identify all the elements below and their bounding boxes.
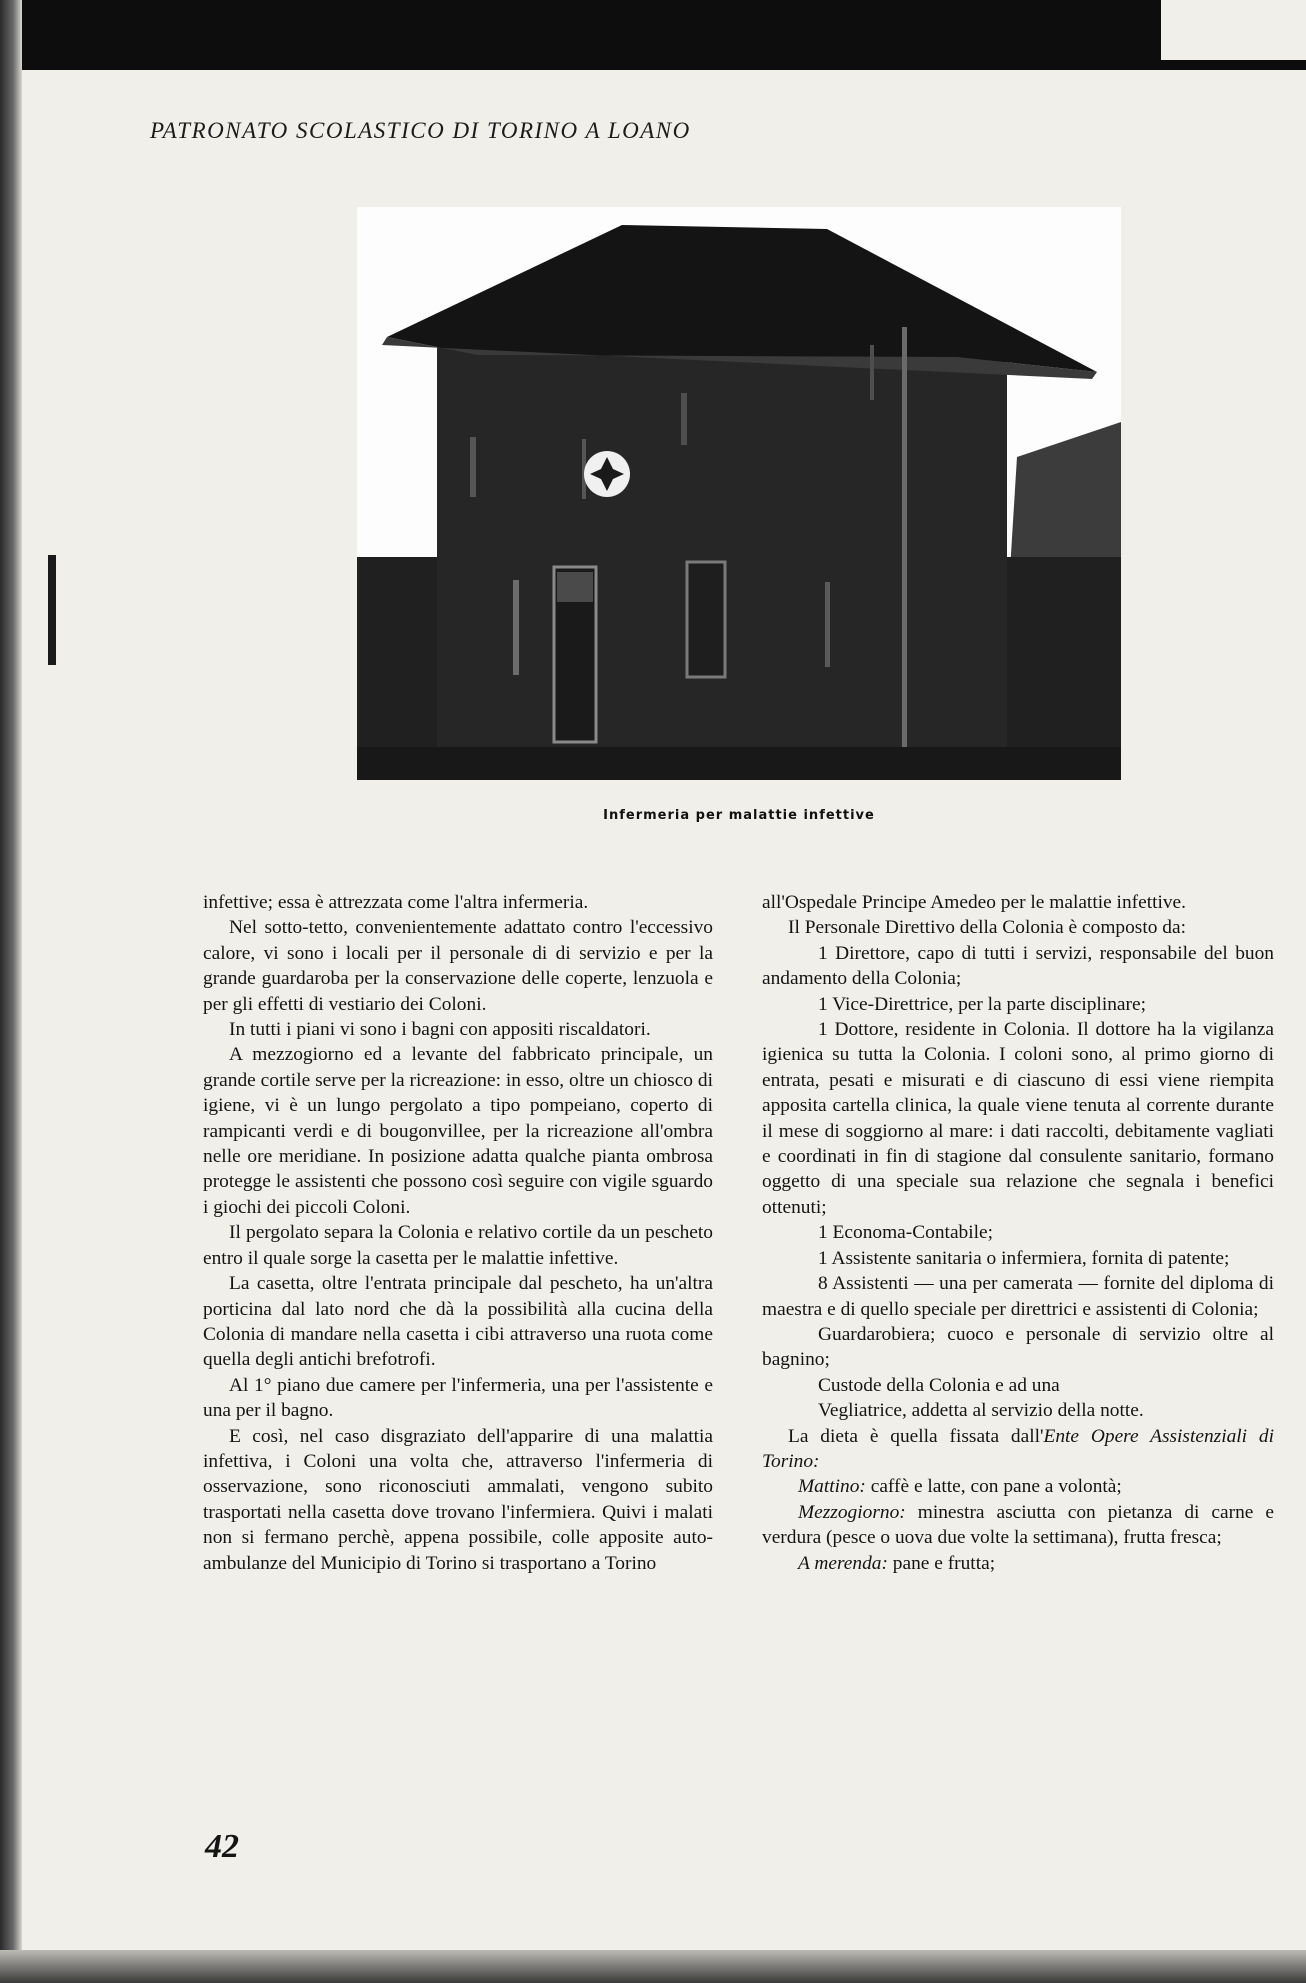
staff-item: 1 Economa-Contabile; [818, 1222, 994, 1244]
paragraph: infettive; essa è attrezzata come l'altra infermeria. [203, 892, 589, 913]
paragraph: E così, nel caso disgraziato dell'apparire di una malattia infettiva, i Coloni una volta che, attraverso l'infermeria di osservazione, sono riconosciuti ammalati, vengono subito trasportati nella casetta dove trovano l'infermiera. Quivi i malati non si fermano perchè, appena possibile, colle apposite auto-ambulanze del Municipio di Torino si trasportano a Torino [203, 1425, 713, 1574]
scan-top-notch [1161, 0, 1306, 60]
diet-intro-text: La dieta è quella fissata dall' [788, 1425, 1044, 1447]
paragraph: all'Ospedale Principe Amedeo per le malattie infettive. [762, 892, 1187, 913]
running-head: PATRONATO SCOLASTICO DI TORINO A LOANO [150, 118, 691, 143]
meal-item [762, 1551, 1274, 1576]
staff-item: 1 Dottore, residente in Colonia. Il dottore ha la vigilanza igienica su tutta la Colonia. I coloni sono, al primo giorno di entrata, pesati e misurati e di ciascuno di essi viene riempita apposita cartella clinica, la quale viene tenuta al corrente durante il mese di soggiorno al mare: i dati raccolti, debitamente vagliati e coordinati in fin di stagione dal consulente sanitario, formano oggetto di una speciale sua relazione che segnala i benefici ottenuti; [762, 1019, 1274, 1218]
paragraph: Il pergolato separa la Colonia e relativo cortile da un pescheto entro il quale sorge la casetta per le malattie infettive. [203, 1222, 713, 1269]
paragraph: In tutti i piani vi sono i bagni con appositi riscaldatori. [229, 1019, 651, 1041]
staff-item: 8 Assistenti — una per camerata — fornite del diploma di maestra e di quello speciale per direttrici e assistenti di Colonia; [762, 1273, 1274, 1320]
meal-text: pane e frutta; [892, 1552, 996, 1574]
window [687, 562, 725, 677]
scan-binding-mark [48, 555, 56, 665]
meal-item [762, 1500, 1274, 1551]
right-column [762, 890, 1274, 1576]
page-number: 42 [205, 1828, 239, 1865]
infirmary-photo [357, 207, 1121, 780]
meal-text: caffè e latte, con pane a volontà; [870, 1476, 1122, 1498]
left-column [203, 890, 713, 1576]
staff-item: Guardarobiera; cuoco e personale di servizio oltre al bagnino; [762, 1323, 1274, 1371]
meal-label: Mattino: [798, 1476, 866, 1498]
paragraph: Il Personale Direttivo della Colonia è composto da: [788, 917, 1186, 939]
staff-item: 1 Assistente sanitaria o infermiera, fornita di patente; [818, 1247, 1230, 1269]
diet-intro [762, 1424, 1274, 1475]
paragraph: La casetta, oltre l'entrata principale dal pescheto, ha un'altra porticina dal lato nord che dà la possibilità alla cucina della Colonia di mandare nella casetta i cibi attraverso una ruota come quella degli antichi brefotrofi. [203, 1273, 713, 1371]
staff-item: Vegliatrice, addetta al servizio della notte. [818, 1400, 1144, 1422]
staff-item: 1 Direttore, capo di tutti i servizi, responsabile del buon andamento della Colonia; [762, 942, 1274, 990]
drain-pipe [902, 327, 907, 747]
scan-bottom-border [0, 1950, 1306, 1983]
staff-item: 1 Vice-Direttrice, per la parte disciplinare; [818, 993, 1146, 1015]
paragraph: Al 1° piano due camere per l'infermeria, una per l'assistente e una per il bagno. [203, 1374, 713, 1422]
meal-item [762, 1474, 1274, 1499]
paragraph: A mezzogiorno ed a levante del fabbricato principale, un grande cortile serve per la ricreazione: in esso, oltre un chiosco di igiene, vi è un lungo pergolato a tipo pompeiano, coperto di rampicanti verdi e di bougonvillee, per la ricreazione all'ombra nelle ore meridiane. In posizione adatta qualche pianta ombrosa protegge le assistenti che possono così seguire con vigile sguardo i giochi dei piccoli Coloni. [203, 1044, 713, 1218]
scan-top-border [0, 0, 1306, 70]
meal-label: A merenda: [798, 1552, 888, 1574]
photo-caption: Infermeria per malattie infettive [603, 808, 875, 823]
diet-source: Ente Opere Assistenziali di Torino: [762, 1425, 1274, 1472]
staff-item: Custode della Colonia e ad una [818, 1374, 1060, 1396]
paragraph: Nel sotto-tetto, convenientemente adattato contro l'eccessivo calore, vi sono i locali per il personale di di servizio e per la grande guardaroba per la conservazione delle coperte, lenzuola e per gli effetti di vestiario dei Coloni. [203, 917, 713, 1015]
meal-text: minestra asciutta con pietanza di carne e verdura (pesce o uova due volte la settimana), frutta fresca; [762, 1501, 1274, 1549]
scan-left-border [0, 0, 22, 1983]
building-wall [437, 325, 1007, 780]
infirmary-building-illustration [357, 207, 1121, 780]
meal-label: Mezzogiorno: [798, 1501, 906, 1523]
